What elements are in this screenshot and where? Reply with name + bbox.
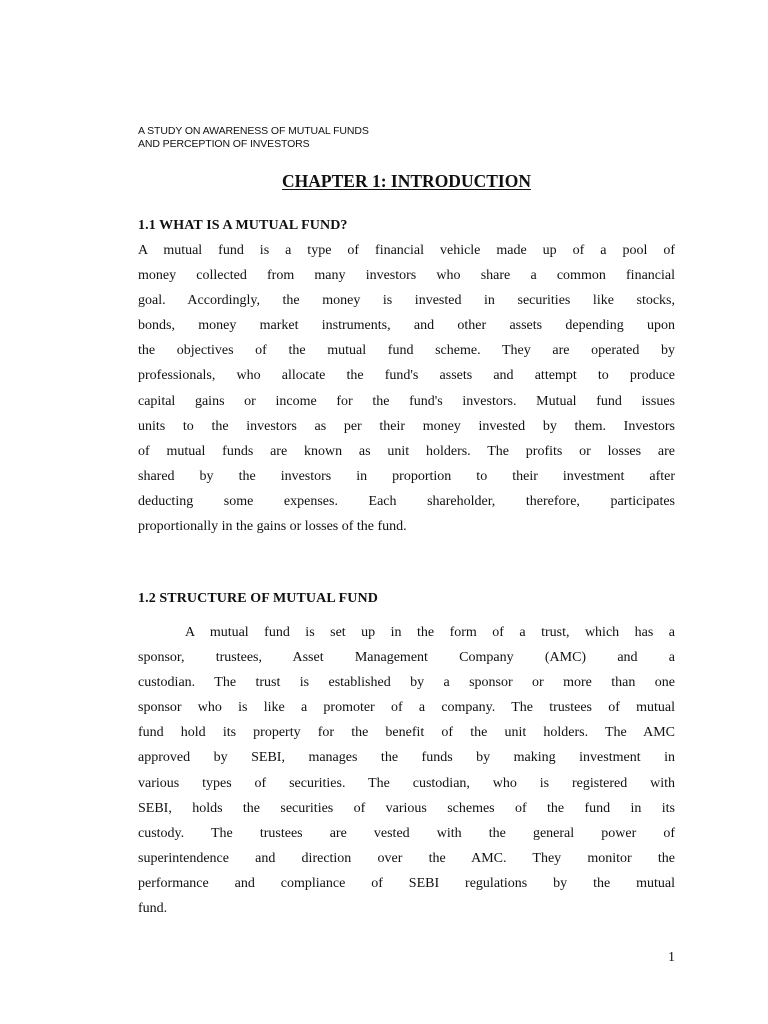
paragraph-line: custody. The trustees are vested with the general power of — [138, 825, 675, 841]
paragraph-line: capital gains or income for the fund's investors. Mutual fund issues — [138, 393, 675, 409]
paragraph-line: fund. — [138, 901, 168, 917]
running-header — [138, 125, 538, 151]
paragraph-line: goal. Accordingly, the money is invested in securities like stocks, — [138, 293, 675, 309]
paragraph-what-is-mutual-fund — [138, 238, 675, 539]
paragraph-line: deducting some expenses. Each shareholder, therefore, participates — [138, 493, 675, 509]
paragraph-line: sponsor, trustees, Asset Management Company (AMC) and a — [138, 650, 675, 666]
paragraph-line: the objectives of the mutual fund scheme. They are operated by — [138, 343, 675, 359]
paragraph-line: bonds, money market instruments, and other assets depending upon — [138, 318, 675, 334]
paragraph-line: A mutual fund is set up in the form of a trust, which has a — [185, 625, 675, 640]
paragraph-structure — [138, 620, 675, 921]
paragraph-line: performance and compliance of SEBI regulations by the mutual — [138, 875, 675, 891]
paragraph-line: units to the investors as per their money invested by them. Investors — [138, 418, 675, 434]
paragraph-line: approved by SEBI, manages the funds by making investment in — [138, 750, 675, 766]
paragraph-line: various types of securities. The custodian, who is registered with — [138, 775, 675, 791]
paragraph-line: custodian. The trust is established by a sponsor or more than one — [138, 675, 675, 691]
paragraph-line: money collected from many investors who share a common financial — [138, 268, 675, 284]
paragraph-line: professionals, who allocate the fund's assets and attempt to produce — [138, 368, 675, 384]
paragraph-line: proportionally in the gains or losses of the fund. — [138, 519, 407, 535]
paragraph-line: SEBI, holds the securities of various schemes of the fund in its — [138, 800, 675, 816]
chapter-title: CHAPTER 1: INTRODUCTION — [282, 171, 531, 191]
header-line-1: A STUDY ON AWARENESS OF MUTUAL FUNDS — [138, 125, 369, 137]
section-heading-structure: 1.2 STRUCTURE OF MUTUAL FUND — [138, 591, 378, 606]
paragraph-line: A mutual fund is a type of financial vehicle made up of a pool of — [138, 243, 675, 258]
header-line-2: AND PERCEPTION OF INVESTORS — [138, 138, 310, 150]
paragraph-line: shared by the investors in proportion to their investment after — [138, 468, 675, 484]
paragraph-line: superintendence and direction over the AMC. They monitor the — [138, 850, 675, 866]
section-heading-what-is-mutual-fund: 1.1 WHAT IS A MUTUAL FUND? — [138, 218, 348, 233]
paragraph-line: of mutual funds are known as unit holders. The profits or losses are — [138, 443, 675, 459]
paragraph-line: fund hold its property for the benefit of the unit holders. The AMC — [138, 725, 675, 741]
page-number: 1 — [668, 950, 675, 965]
paragraph-line: sponsor who is like a promoter of a company. The trustees of mutual — [138, 700, 675, 716]
